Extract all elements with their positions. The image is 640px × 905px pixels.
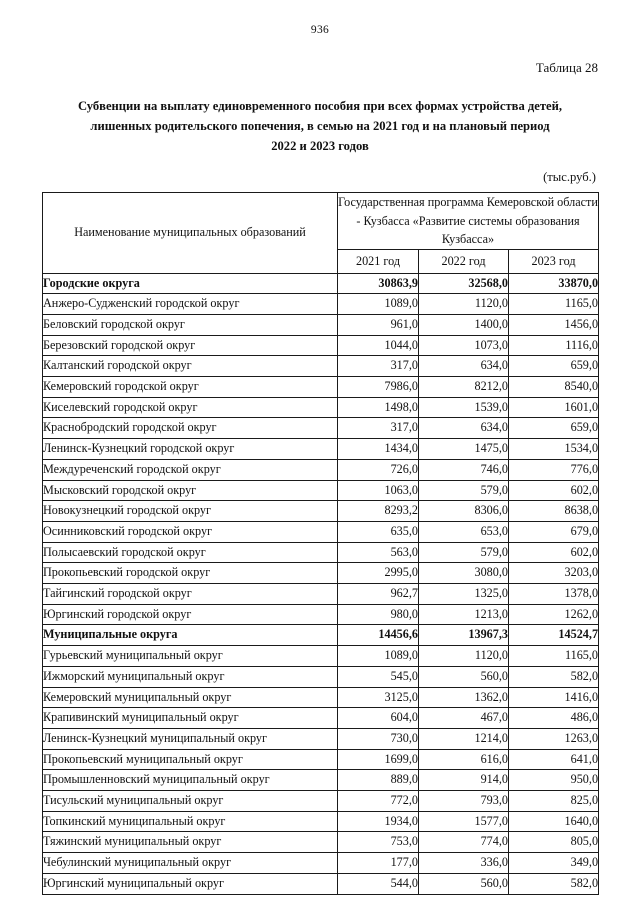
cell-municipality-name: Тайгинский городской округ bbox=[43, 584, 338, 605]
cell-municipality-name: Анжеро-Судженский городской округ bbox=[43, 294, 338, 315]
header-name-column: Наименование муниципальных образований bbox=[43, 193, 338, 274]
cell-municipality-name: Промышленновский муниципальный округ bbox=[43, 770, 338, 791]
table-row bbox=[43, 791, 599, 812]
cell-municipality-name: Междуреченский городской округ bbox=[43, 459, 338, 480]
table-row bbox=[43, 728, 599, 749]
cell-value-2021: 635,0 bbox=[338, 521, 419, 542]
header-year-2021: 2021 год bbox=[338, 249, 419, 273]
header-program-column: Государственная программа Кемеровской области - Кузбасса «Развитие системы образования Кузбасса» bbox=[338, 193, 599, 250]
cell-value-2022: 1539,0 bbox=[419, 397, 509, 418]
cell-value-2022: 560,0 bbox=[419, 873, 509, 894]
cell-municipality-name: Калтанский городской округ bbox=[43, 356, 338, 377]
cell-municipality-name: Киселевский городской округ bbox=[43, 397, 338, 418]
cell-value-2021: 1934,0 bbox=[338, 811, 419, 832]
table-row bbox=[43, 646, 599, 667]
cell-value-2023: 679,0 bbox=[509, 521, 599, 542]
table-header-row-main bbox=[43, 193, 599, 250]
cell-value-2022: 774,0 bbox=[419, 832, 509, 853]
page-title bbox=[46, 96, 594, 156]
page-number: 936 bbox=[310, 24, 330, 36]
subventions-table bbox=[42, 192, 599, 895]
cell-value-2022: 1214,0 bbox=[419, 728, 509, 749]
table-caption: Таблица 28 bbox=[535, 60, 598, 75]
table-row bbox=[43, 749, 599, 770]
cell-value-2022: 1362,0 bbox=[419, 687, 509, 708]
cell-municipality-name: Юргинский муниципальный округ bbox=[43, 873, 338, 894]
cell-municipality-name: Чебулинский муниципальный округ bbox=[43, 853, 338, 874]
cell-value-2021: 177,0 bbox=[338, 853, 419, 874]
cell-value-2021: 726,0 bbox=[338, 459, 419, 480]
table-row bbox=[43, 459, 599, 480]
cell-value-2023: 1416,0 bbox=[509, 687, 599, 708]
cell-value-2023: 582,0 bbox=[509, 873, 599, 894]
cell-value-2022: 634,0 bbox=[419, 356, 509, 377]
table-row bbox=[43, 335, 599, 356]
cell-value-2022: 1325,0 bbox=[419, 584, 509, 605]
cell-value-2023: 1165,0 bbox=[509, 294, 599, 315]
cell-value-2023: 659,0 bbox=[509, 418, 599, 439]
cell-municipality-name: Муниципальные округа bbox=[43, 625, 338, 646]
table-row bbox=[43, 873, 599, 894]
cell-value-2023: 14524,7 bbox=[509, 625, 599, 646]
cell-value-2023: 349,0 bbox=[509, 853, 599, 874]
cell-value-2022: 1577,0 bbox=[419, 811, 509, 832]
table-row bbox=[43, 625, 599, 646]
table-row bbox=[43, 397, 599, 418]
table-body bbox=[43, 273, 599, 894]
cell-value-2023: 1262,0 bbox=[509, 604, 599, 625]
cell-value-2021: 962,7 bbox=[338, 584, 419, 605]
cell-municipality-name: Новокузнецкий городской округ bbox=[43, 501, 338, 522]
cell-value-2022: 1213,0 bbox=[419, 604, 509, 625]
cell-value-2021: 961,0 bbox=[338, 314, 419, 335]
table-row bbox=[43, 770, 599, 791]
cell-value-2023: 1263,0 bbox=[509, 728, 599, 749]
cell-value-2021: 1434,0 bbox=[338, 439, 419, 460]
cell-value-2022: 1073,0 bbox=[419, 335, 509, 356]
cell-value-2023: 602,0 bbox=[509, 542, 599, 563]
table-row bbox=[43, 687, 599, 708]
cell-value-2021: 7986,0 bbox=[338, 377, 419, 398]
cell-value-2023: 1165,0 bbox=[509, 646, 599, 667]
table-row bbox=[43, 708, 599, 729]
cell-value-2022: 579,0 bbox=[419, 480, 509, 501]
cell-value-2021: 1699,0 bbox=[338, 749, 419, 770]
cell-municipality-name: Прокопьевский муниципальный округ bbox=[43, 749, 338, 770]
table-row bbox=[43, 273, 599, 294]
cell-value-2021: 317,0 bbox=[338, 418, 419, 439]
cell-value-2021: 889,0 bbox=[338, 770, 419, 791]
cell-municipality-name: Прокопьевский городской округ bbox=[43, 563, 338, 584]
cell-value-2021: 1089,0 bbox=[338, 294, 419, 315]
cell-municipality-name: Полысаевский городской округ bbox=[43, 542, 338, 563]
cell-value-2022: 3080,0 bbox=[419, 563, 509, 584]
cell-value-2021: 317,0 bbox=[338, 356, 419, 377]
cell-value-2023: 805,0 bbox=[509, 832, 599, 853]
cell-value-2022: 914,0 bbox=[419, 770, 509, 791]
cell-value-2021: 544,0 bbox=[338, 873, 419, 894]
table-row bbox=[43, 314, 599, 335]
cell-municipality-name: Краснобродский городской округ bbox=[43, 418, 338, 439]
cell-value-2021: 3125,0 bbox=[338, 687, 419, 708]
cell-value-2021: 772,0 bbox=[338, 791, 419, 812]
table-row bbox=[43, 811, 599, 832]
header-year-2023: 2023 год bbox=[509, 249, 599, 273]
cell-municipality-name: Кемеровский муниципальный округ bbox=[43, 687, 338, 708]
cell-value-2022: 1120,0 bbox=[419, 294, 509, 315]
cell-value-2022: 13967,3 bbox=[419, 625, 509, 646]
cell-value-2022: 579,0 bbox=[419, 542, 509, 563]
table-row bbox=[43, 584, 599, 605]
title-line-1: Субвенции на выплату единовременного пособия при всех формах устройства детей, bbox=[77, 99, 563, 113]
table-row bbox=[43, 666, 599, 687]
cell-value-2022: 746,0 bbox=[419, 459, 509, 480]
cell-value-2021: 730,0 bbox=[338, 728, 419, 749]
cell-value-2022: 336,0 bbox=[419, 853, 509, 874]
cell-municipality-name: Мысковский городской округ bbox=[43, 480, 338, 501]
cell-value-2022: 32568,0 bbox=[419, 273, 509, 294]
cell-municipality-name: Городские округа bbox=[43, 273, 338, 294]
cell-municipality-name: Кемеровский городской округ bbox=[43, 377, 338, 398]
cell-value-2022: 793,0 bbox=[419, 791, 509, 812]
cell-municipality-name: Березовский городской округ bbox=[43, 335, 338, 356]
cell-value-2023: 3203,0 bbox=[509, 563, 599, 584]
cell-municipality-name: Ленинск-Кузнецкий муниципальный округ bbox=[43, 728, 338, 749]
table-row bbox=[43, 832, 599, 853]
cell-municipality-name: Гурьевский муниципальный округ bbox=[43, 646, 338, 667]
cell-value-2021: 604,0 bbox=[338, 708, 419, 729]
cell-value-2021: 1089,0 bbox=[338, 646, 419, 667]
table-row bbox=[43, 377, 599, 398]
cell-value-2022: 634,0 bbox=[419, 418, 509, 439]
table-header bbox=[43, 193, 599, 274]
cell-value-2023: 1116,0 bbox=[509, 335, 599, 356]
cell-value-2023: 33870,0 bbox=[509, 273, 599, 294]
title-line-3: 2022 и 2023 годов bbox=[271, 139, 369, 153]
cell-value-2023: 641,0 bbox=[509, 749, 599, 770]
cell-value-2023: 1640,0 bbox=[509, 811, 599, 832]
cell-value-2022: 1400,0 bbox=[419, 314, 509, 335]
cell-value-2021: 1063,0 bbox=[338, 480, 419, 501]
table-row bbox=[43, 853, 599, 874]
cell-value-2021: 1498,0 bbox=[338, 397, 419, 418]
table-row bbox=[43, 604, 599, 625]
cell-value-2023: 950,0 bbox=[509, 770, 599, 791]
cell-value-2023: 1378,0 bbox=[509, 584, 599, 605]
cell-value-2021: 14456,6 bbox=[338, 625, 419, 646]
table-row bbox=[43, 418, 599, 439]
header-year-2022: 2022 год bbox=[419, 249, 509, 273]
cell-municipality-name: Крапивинский муниципальный округ bbox=[43, 708, 338, 729]
cell-value-2022: 1475,0 bbox=[419, 439, 509, 460]
table-row bbox=[43, 521, 599, 542]
cell-value-2022: 467,0 bbox=[419, 708, 509, 729]
cell-value-2023: 1534,0 bbox=[509, 439, 599, 460]
cell-value-2022: 8212,0 bbox=[419, 377, 509, 398]
cell-municipality-name: Тяжинский муниципальный округ bbox=[43, 832, 338, 853]
table-row bbox=[43, 542, 599, 563]
cell-value-2022: 8306,0 bbox=[419, 501, 509, 522]
cell-value-2023: 8540,0 bbox=[509, 377, 599, 398]
cell-municipality-name: Тисульский муниципальный округ bbox=[43, 791, 338, 812]
cell-value-2021: 30863,9 bbox=[338, 273, 419, 294]
table-row bbox=[43, 439, 599, 460]
cell-value-2021: 545,0 bbox=[338, 666, 419, 687]
cell-value-2023: 776,0 bbox=[509, 459, 599, 480]
cell-value-2023: 659,0 bbox=[509, 356, 599, 377]
cell-value-2023: 1601,0 bbox=[509, 397, 599, 418]
cell-value-2021: 980,0 bbox=[338, 604, 419, 625]
cell-value-2023: 486,0 bbox=[509, 708, 599, 729]
cell-value-2021: 2995,0 bbox=[338, 563, 419, 584]
cell-municipality-name: Ленинск-Кузнецкий городской округ bbox=[43, 439, 338, 460]
cell-value-2023: 1456,0 bbox=[509, 314, 599, 335]
cell-value-2023: 8638,0 bbox=[509, 501, 599, 522]
cell-value-2022: 653,0 bbox=[419, 521, 509, 542]
cell-value-2023: 825,0 bbox=[509, 791, 599, 812]
cell-municipality-name: Юргинский городской округ bbox=[43, 604, 338, 625]
cell-value-2023: 602,0 bbox=[509, 480, 599, 501]
table-row bbox=[43, 563, 599, 584]
cell-municipality-name: Беловский городской округ bbox=[43, 314, 338, 335]
units-note: (тыс.руб.) bbox=[543, 170, 596, 184]
cell-municipality-name: Осинниковский городской округ bbox=[43, 521, 338, 542]
table-row bbox=[43, 356, 599, 377]
cell-value-2022: 616,0 bbox=[419, 749, 509, 770]
cell-municipality-name: Ижморский муниципальный округ bbox=[43, 666, 338, 687]
table-row bbox=[43, 480, 599, 501]
cell-value-2021: 753,0 bbox=[338, 832, 419, 853]
cell-value-2021: 8293,2 bbox=[338, 501, 419, 522]
cell-value-2022: 560,0 bbox=[419, 666, 509, 687]
cell-value-2022: 1120,0 bbox=[419, 646, 509, 667]
cell-municipality-name: Топкинский муниципальный округ bbox=[43, 811, 338, 832]
table-row bbox=[43, 501, 599, 522]
cell-value-2023: 582,0 bbox=[509, 666, 599, 687]
table-row bbox=[43, 294, 599, 315]
cell-value-2021: 1044,0 bbox=[338, 335, 419, 356]
title-line-2: лишенных родительского попечения, в семью на 2021 год и на плановый период bbox=[90, 119, 550, 133]
cell-value-2021: 563,0 bbox=[338, 542, 419, 563]
